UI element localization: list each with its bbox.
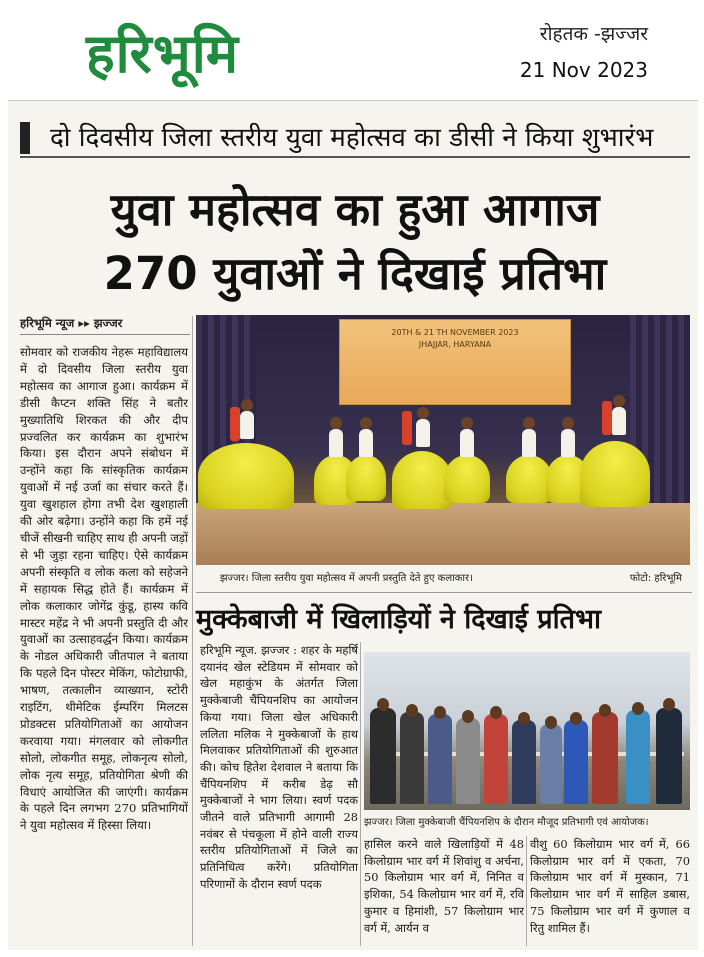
- dancer-scarf: [402, 411, 412, 445]
- story1-kicker: दो दिवसीय जिला स्तरीय युवा महोत्सव का डीसी ने किया शुभारंभ: [20, 118, 690, 158]
- person-head: [490, 706, 502, 719]
- masthead: [0, 0, 704, 92]
- event-banner: [339, 319, 571, 405]
- person: [626, 710, 650, 804]
- person-head: [545, 716, 557, 729]
- person: [592, 712, 618, 804]
- dancer-top: [240, 411, 254, 439]
- story2-body-col4: वीशु 60 किलोग्राम भार वर्ग में, 66 किलोग्राम भार वर्ग में एकता, 70 किलोग्राम भार वर्ग में मुस्कान, 71 किलोग्राम भार वर्ग में साहिल डबास, 75 किलोग्राम भार वर्ग में कुणाल व रितु शामिल हैं।: [530, 837, 690, 935]
- dancer-top: [460, 429, 474, 457]
- dancer-skirt: [580, 441, 650, 507]
- story1-photo-credit: फोटो: हरिभूमि: [629, 573, 682, 584]
- story2-body-col3: हासिल करने वाले खिलाड़ियों में 48 किलोग्राम भार वर्ग में शिवांशु व अर्चना, 50 किलोग्राम भार वर्ग में, निनित व इशिका, 54 किलोग्राम भार वर्ग में, रवि कुमार व हिमांशी, 57 किलोग्राम भार वर्ग में, आर्यन व: [364, 837, 524, 935]
- dancer-head: [417, 407, 429, 419]
- dancer-scarf: [230, 407, 240, 441]
- person: [456, 718, 480, 804]
- dancer-head: [562, 417, 574, 429]
- story1-body: सोमवार को राजकीय नेहरू महाविद्यालय में दो दिवसीय जिला स्तरीय युवा महोत्सव का आगाज हुआ। कार्यक्रम में डीसी कैप्टन शक्ति सिंह ने बतौर मुख्यातिथि शिरकत की और दीप प्रज्वलित कर कार्यक्रम का शुभारंभ किया। इस दौरान अपने संबोधन में उन्होंने कहा कि सांस्कृतिक कार्यक्रम युवाओं में नई उर्जा का संचार करते हैं। युवा खुशहाल होगा तभी देश खुशहाली की ओर बढ़ेगा। उन्होंने कहा कि हमें नई चीजें सीखनी चाहिए साथ ही अपनी जड़ों से भी जुड़ा रहना चाहिए। ऐसे कार्यक्रम अपनी संस्कृति व लोक कला को सहेजने में सहायक सिद्ध होते हैं। कार्यक्रम में लोक कलाकार जोगेंद्र कुंडू, हास्य कवि मास्टर महेंद्र ने भी अपनी प्रस्तुति दी और युवाओं का उत्साहवर्द्धन किया। कार्यक्रम के नोडल अधिकारी जीतपाल ने बताया कि पहले दिन पोस्टर मेकिंग, फोटोग्राफी, भाषण, तत्कालीन व्याख्यान, स्टोरी राइटिंग, थीमेटिक ईम्परिंग मिलटस प्रोडक्टस प्रतियोगिताओं का आयोजन करवाया गया। मंगलवार को लोकगीत सोलो, लोकगीत समूह, लोकनृत्य सोलो, लोक नृत्य समूह, प्रतियोगिता श्रेणी की विधाएं आयोजित की जाएंगी। कार्यक्रम के पहले दिन लगभग 270 प्रतिभागियों ने युवा महोत्सव में हिस्सा लिया।: [20, 345, 188, 833]
- person-head: [518, 712, 530, 725]
- dancer-top: [329, 429, 343, 457]
- person: [400, 712, 424, 804]
- boxing-championship-photo: [364, 652, 690, 810]
- column-divider: [192, 316, 193, 946]
- story2-photo-caption: झज्जर। जिला मुक्केबाजी चैंपियनशिप के दौरान मौजूद प्रतिभागी एवं आयोजक।: [364, 817, 649, 828]
- stage-floor: [196, 503, 690, 565]
- story2-body: हरिभूमि न्यूज. झज्जर : शहर के महर्षि दयानंद खेल स्टेडियम में सोमवार को खेल महाकुंभ के अंतर्गत जिला मुक्केबाजी चैंपियनशिप का आयोजन किया गया। जिला खेल अधिकारी ललिता मलिक ने मुक्केबाजों के हाथ मिलवाकर प्रतियोगिताओं की शुरुआत की। कोच हितेश देशवाल ने बताया कि चैंपियनशिप में करीब डेढ़ सौ मुक्केबाजों ने भाग लिया। स्वर्ण पदक जीतने वाले प्रतिभागी आगामी 28 नवंबर से पंचकूला में होने वाली राज्य स्तरीय प्रतियोगिताओं में जिले का प्रतिनिधित्व करेंगे। प्रतियोगिता परिणामों के दौरान स्वर्ण पदक: [200, 643, 358, 891]
- dancer-skirt: [444, 455, 490, 503]
- dancer-scarf: [602, 401, 612, 435]
- dancer-head: [241, 399, 253, 411]
- person-head: [663, 698, 675, 711]
- dancer-head: [360, 417, 372, 429]
- person: [484, 714, 508, 804]
- dance-performance-photo: [196, 315, 690, 565]
- column-divider: [360, 642, 361, 946]
- person-head: [599, 704, 611, 717]
- person-head: [406, 704, 418, 717]
- person-head: [570, 712, 582, 725]
- banner-city: JHAJJAR, HARYANA: [418, 340, 492, 349]
- column-divider: [526, 836, 527, 946]
- dancer-skirt: [346, 455, 386, 501]
- dancer-top: [522, 429, 536, 457]
- dancer-top: [612, 407, 626, 435]
- dancer-top: [359, 429, 373, 457]
- publication-date: 21 Nov 2023: [519, 58, 648, 82]
- story1-photo-caption: झज्जर। जिला स्तरीय युवा महोत्सव में अपनी प्रस्तुति देते हुए कलाकार।: [220, 573, 473, 584]
- dancer-head: [330, 417, 342, 429]
- story1-headline-line1: युवा महोत्सव का हुआ आगाज: [110, 183, 600, 236]
- dancer-top: [416, 419, 430, 447]
- person: [540, 724, 562, 804]
- banner-date: 20TH & 21 TH NOVEMBER 2023: [391, 328, 519, 337]
- person: [564, 720, 588, 804]
- person-head: [434, 706, 446, 719]
- edition-label: रोहतक -झज्जर: [539, 23, 648, 45]
- person: [512, 720, 536, 804]
- dancer-skirt: [198, 443, 294, 509]
- dancer-top: [561, 429, 575, 457]
- person: [428, 714, 452, 804]
- person: [656, 708, 682, 804]
- dancer-head: [461, 417, 473, 429]
- story2-headline: मुक्केबाजी में खिलाड़ियों ने दिखाई प्रतिभा: [196, 592, 692, 636]
- newspaper-logo: हरिभूमि: [86, 22, 239, 85]
- story1-headline-line2: 270 युवाओं ने दिखाई प्रतिभा: [103, 247, 607, 300]
- person-head: [632, 702, 644, 715]
- person-head: [462, 710, 474, 723]
- dancer-head: [613, 395, 625, 407]
- dancer-head: [523, 417, 535, 429]
- story1-byline: हरिभूमि न्यूज ▸▸ झज्जर: [20, 316, 190, 335]
- dancer-skirt: [392, 451, 452, 509]
- person: [370, 708, 396, 804]
- person-head: [377, 698, 389, 711]
